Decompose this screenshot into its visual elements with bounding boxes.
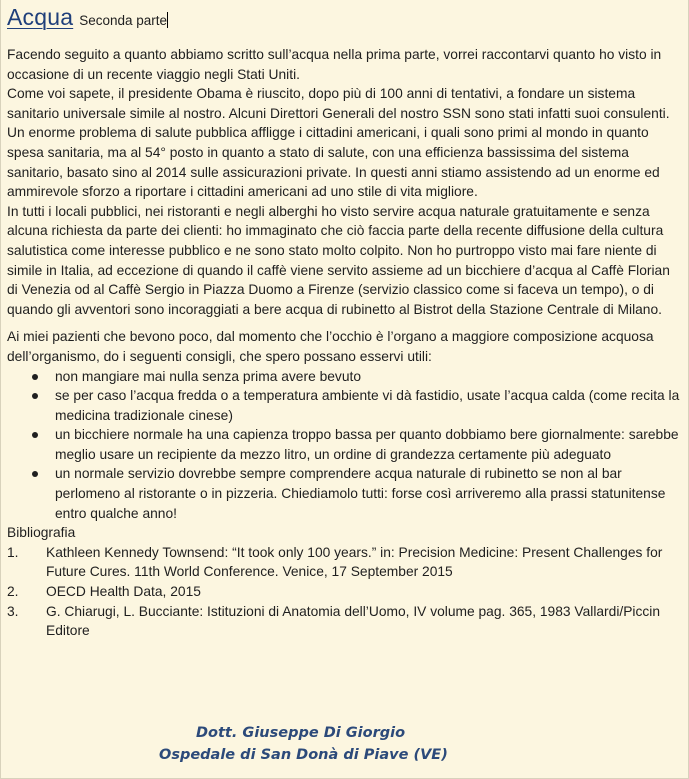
document-body (7, 45, 683, 641)
document-subtitle[interactable]: Seconda parte (79, 13, 168, 28)
bibliography-number: 3. (7, 603, 19, 619)
list-item: un normale servizio dovrebbe sempre comprendere acqua naturale di rubinetto se non al bar perlomeno al ristorante o in pizzeria. Chiediamolo tutti: forse così arriveremo alla prassi statunitense entro qualche anno! (7, 464, 683, 523)
bibliography-text: Kathleen Kennedy Townsend: “It took only 100 years.” in: Precision Medicine: Present Challenges for Future Cures. 11th World Conference. Venice, 17 September 2015 (46, 544, 663, 580)
list-item: se per caso l’acqua fredda o a temperatura ambiente vi dà fastidio, usate l’acqua calda (come recita la medicina tradizionale cinese) (7, 386, 683, 425)
bibliography-number: 2. (7, 584, 19, 600)
document-title: Acqua (7, 4, 74, 30)
title-row (7, 4, 168, 31)
paragraph-intro: Facendo seguito a quanto abbiamo scritto sull’acqua nella prima parte, vorrei raccontarvi quanto ho visto in occasione di un recente viaggio negli Stati Uniti. (7, 47, 662, 82)
bibliography-item (7, 543, 683, 582)
bibliography-item (7, 582, 683, 602)
author-name: Dott. Giuseppe Di Giorgio (196, 725, 406, 741)
bibliography-heading: Bibliografia (7, 525, 76, 541)
bibliography-item (7, 602, 683, 641)
bibliography-number: 1. (7, 544, 19, 560)
signature-block (1, 722, 689, 766)
list-item: non mangiare mai nulla senza prima avere bevuto (7, 367, 683, 387)
bibliography-text: G. Chiarugi, L. Bucciante: Istituzioni di Anatomia dell’Uomo, IV volume pag. 365, 1983 Vallardi/Piccin Editore (46, 603, 661, 639)
paragraph-public-places: In tutti i locali pubblici, nei ristoranti e negli alberghi ho visto servire acqua naturale gratuitamente e senza alcuna richiesta da parte dei clienti: ho immaginato che ciò faccia parte della recente diffusione della cultura salutistica come interesse pubblico e ne sono stato molto colpito. Non ho purtroppo visto mai fare niente di simile in Italia, ad eccezione di quando il caffè viene servito assieme ad un bicchiere d’acqua al Caffè Florian di Venezia od al Caffè Sergio in Piazza Duomo a Firenze (servizio classico come si faceva un tempo), o di quando gli avventori sono incoraggiati a bere acqua di rubinetto al Bistrot della Stazione Centrale di Milano. (7, 203, 670, 317)
bibliography-text: OECD Health Data, 2015 (46, 584, 201, 600)
advice-list (7, 367, 683, 524)
bibliography-list (7, 543, 683, 641)
paragraph-obama: Come voi sapete, il presidente Obama è riuscito, dopo più di 100 anni di tentativi, a fondare un sistema sanitario universale simile al nostro. Alcuni Direttori Generali del nostro SSN sono stati infatti suoi consulenti. Un enorme problema di salute pubblica affligge i cittadini americani, i quali sono primi al mondo in quanto spesa sanitaria, ma al 54° posto in quanto a stato di salute, con una efficienza bassissima del sistema sanitario, basato sino al 2014 sulle assicurazioni private. In questi anni stiamo assistendo ad un enorme ed ammirevole sforzo a riportare i cittadini americani ad uno stile di vita migliore. (7, 86, 670, 200)
list-item: un bicchiere normale ha una capienza troppo bassa per quanto dobbiamo bere giornalmente: sarebbe meglio usare un recipiente da mezzo litro, un ordine di grandezza certamente più adeguato (7, 425, 683, 464)
paragraph-advice-intro: Ai miei pazienti che bevono poco, dal momento che l’occhio è l’organo a maggiore composizione acquosa dell’organismo, do i seguenti consigli, che spero possano esservi utili: (7, 329, 654, 364)
text-cursor (167, 12, 168, 28)
author-affiliation: Ospedale di San Donà di Piave (VE) (159, 747, 448, 763)
